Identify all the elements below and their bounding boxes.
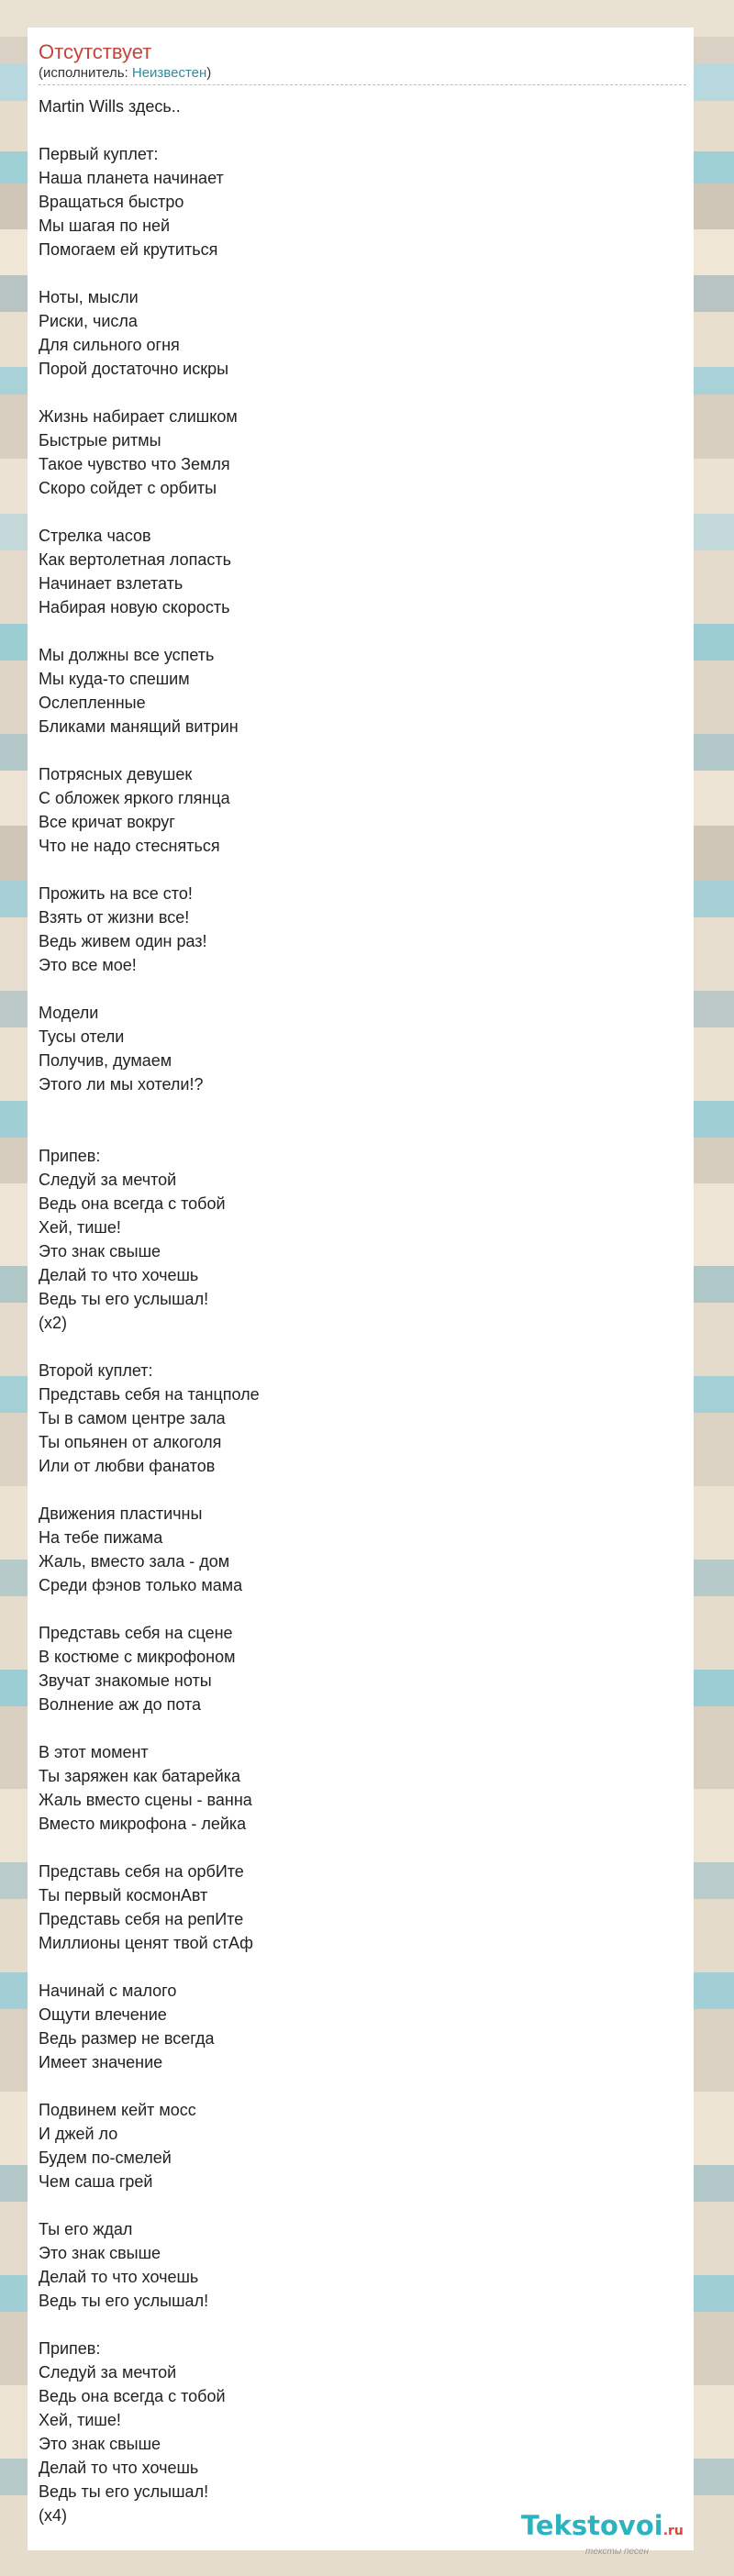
lyric-line: Движения пластичны <box>39 1505 203 1523</box>
logo-name: Tekstovoi <box>521 2510 663 2541</box>
lyric-line: Мы шагая по ней <box>39 217 171 235</box>
lyric-line: Ощути влечение <box>39 2005 167 2024</box>
lyric-line <box>39 118 694 142</box>
lyric-line: Начинай с малого <box>39 1982 177 2000</box>
lyric-line: Представь себя на орбИте <box>39 1862 244 1881</box>
lyric-line: Наша планета начинает <box>39 169 224 187</box>
lyric-line: В костюме с микрофоном <box>39 1648 236 1666</box>
lyric-line: И джей ло <box>39 2125 118 2143</box>
lyric-line: Как вертолетная лопасть <box>39 550 231 569</box>
lyric-line: Ведь она всегда с тобой <box>39 2387 226 2405</box>
lyric-line: Ты заряжен как батарейка <box>39 1767 241 1785</box>
lyric-line: С обложек яркого глянца <box>39 789 230 807</box>
lyric-line: Вместо микрофона - лейка <box>39 1815 247 1833</box>
lyric-line: Ослепленные <box>39 694 146 712</box>
lyric-line: Мы куда-то спешим <box>39 670 190 688</box>
lyric-line: Мы должны все успеть <box>39 646 215 664</box>
lyric-line: Имеет значение <box>39 2053 163 2071</box>
lyric-line: Или от любви фанатов <box>39 1457 216 1475</box>
lyric-line: Делай то что хочешь <box>39 2459 199 2477</box>
lyric-line: Будем по-смелей <box>39 2149 172 2167</box>
lyric-line <box>39 738 694 762</box>
lyric-line: Жизнь набирает слишком <box>39 407 238 426</box>
lyric-line: Помогаем ей крутиться <box>39 240 218 259</box>
lyric-line: Тусы отели <box>39 1027 125 1046</box>
lyric-line: Подвинем кейт мосс <box>39 2101 196 2119</box>
lyric-line: Представь себя на сцене <box>39 1624 233 1642</box>
lyric-line: Миллионы ценят твой стАф <box>39 1934 253 1952</box>
lyric-line: Жаль, вместо зала - дом <box>39 1552 230 1571</box>
lyric-line: Риски, числа <box>39 312 138 330</box>
logo-tagline: тексты песен <box>585 2547 649 2557</box>
lyric-line <box>39 2313 694 2337</box>
lyric-line: Для сильного огня <box>39 336 180 354</box>
artist-link[interactable]: Неизвестен <box>131 65 207 81</box>
lyric-line: Ноты, мысли <box>39 288 139 306</box>
lyric-line: На тебе пижама <box>39 1528 163 1547</box>
lyric-line: Следуй за мечтой <box>39 2363 177 2382</box>
lyric-line: Этого ли мы хотели!? <box>39 1075 204 1094</box>
lyric-line <box>39 1955 694 1979</box>
lyric-line <box>39 381 694 405</box>
lyric-line: Ведь ты его услышал! <box>39 2292 209 2310</box>
lyric-line: Потрясных девушек <box>39 765 193 783</box>
site-logo[interactable] <box>521 2510 716 2565</box>
lyric-line: Среди фэнов только мама <box>39 1576 243 1594</box>
lyric-line: Взять от жизни все! <box>39 908 190 927</box>
artist-suffix: ) <box>206 65 212 81</box>
lyric-line: Представь себя на репИте <box>39 1910 244 1928</box>
lyric-line <box>39 261 694 285</box>
lyric-line <box>39 2193 694 2217</box>
lyric-line: Прожить на все сто! <box>39 884 193 903</box>
lyric-line <box>39 1335 694 1359</box>
lyric-line <box>39 2074 694 2098</box>
lyrics-panel <box>28 28 694 2550</box>
lyric-line: Получив, думаем <box>39 1051 172 1070</box>
lyric-line: Второй куплет: <box>39 1361 153 1380</box>
lyrics-text <box>39 94 694 2527</box>
lyric-line: (x4) <box>39 2506 67 2525</box>
lyric-line: Набирая новую скорость <box>39 598 230 616</box>
lyric-line: Ты первый космонАвт <box>39 1886 208 1904</box>
lyric-line: Ты в самом центре зала <box>39 1409 226 1427</box>
lyric-line: Это знак свыше <box>39 2244 161 2262</box>
lyric-line: Martin Wills здесь.. <box>39 97 181 116</box>
lyric-line: Припев: <box>39 2339 101 2358</box>
lyric-line: Вращаться быстро <box>39 193 184 211</box>
lyric-line: (x2) <box>39 1314 67 1332</box>
lyric-line: Ведь живем один раз! <box>39 932 207 950</box>
lyric-line: Быстрые ритмы <box>39 431 161 450</box>
lyric-line: Это знак свыше <box>39 1242 161 1260</box>
lyric-line: Ты опьянен от алкоголя <box>39 1433 222 1451</box>
lyric-line <box>39 1096 694 1120</box>
lyric-line <box>39 1716 694 1740</box>
lyric-line: Делай то что хочешь <box>39 1266 199 1284</box>
lyric-line: Это все мое! <box>39 956 137 974</box>
lyric-line: Хей, тише! <box>39 1218 121 1237</box>
lyric-line: Такое чувство что Земля <box>39 455 230 473</box>
lyric-line: Модели <box>39 1004 99 1022</box>
lyric-line: Ведь размер не всегда <box>39 2029 215 2048</box>
lyric-line: Порой достаточно искры <box>39 360 229 378</box>
lyric-line: Ты его ждал <box>39 2220 133 2238</box>
lyric-line: Ведь ты его услышал! <box>39 1290 209 1308</box>
logo-tld: .ru <box>662 2524 684 2538</box>
lyric-line <box>39 858 694 882</box>
lyric-line: Бликами манящий витрин <box>39 717 239 736</box>
lyric-line <box>39 1120 694 1144</box>
lyric-line <box>39 619 694 643</box>
lyric-line: Припев: <box>39 1147 101 1165</box>
lyric-line: Скоро сойдет с орбиты <box>39 479 217 497</box>
lyric-line <box>39 1836 694 1860</box>
lyric-line: Начинает взлетать <box>39 574 184 593</box>
lyric-line: Что не надо стесняться <box>39 837 220 855</box>
song-title: Отсутствует <box>39 40 152 63</box>
lyric-line: Стрелка часов <box>39 527 151 545</box>
lyric-line: Жаль вместо сцены - ванна <box>39 1791 252 1809</box>
lyric-line <box>39 1478 694 1502</box>
lyric-line: Ведь она всегда с тобой <box>39 1194 226 1213</box>
lyric-line: Первый куплет: <box>39 145 159 163</box>
artist-line <box>39 64 686 85</box>
lyric-line <box>39 977 694 1001</box>
logo-wordmark <box>521 2510 716 2547</box>
lyric-line: Ведь ты его услышал! <box>39 2482 209 2501</box>
lyric-line <box>39 500 694 524</box>
lyric-line: Все кричат вокруг <box>39 813 175 831</box>
lyric-line: Делай то что хочешь <box>39 2268 199 2286</box>
lyric-line: Звучат знакомые ноты <box>39 1671 212 1690</box>
lyric-line: В этот момент <box>39 1743 149 1761</box>
lyric-line: Волнение аж до пота <box>39 1695 202 1714</box>
artist-prefix: (исполнитель: <box>39 65 132 81</box>
lyric-line: Представь себя на танцполе <box>39 1385 260 1404</box>
lyric-line: Следуй за мечтой <box>39 1171 177 1189</box>
lyric-line <box>39 1597 694 1621</box>
lyric-line: Это знак свыше <box>39 2435 161 2453</box>
lyric-line: Чем саша грей <box>39 2172 153 2191</box>
lyric-line: Хей, тише! <box>39 2411 121 2429</box>
